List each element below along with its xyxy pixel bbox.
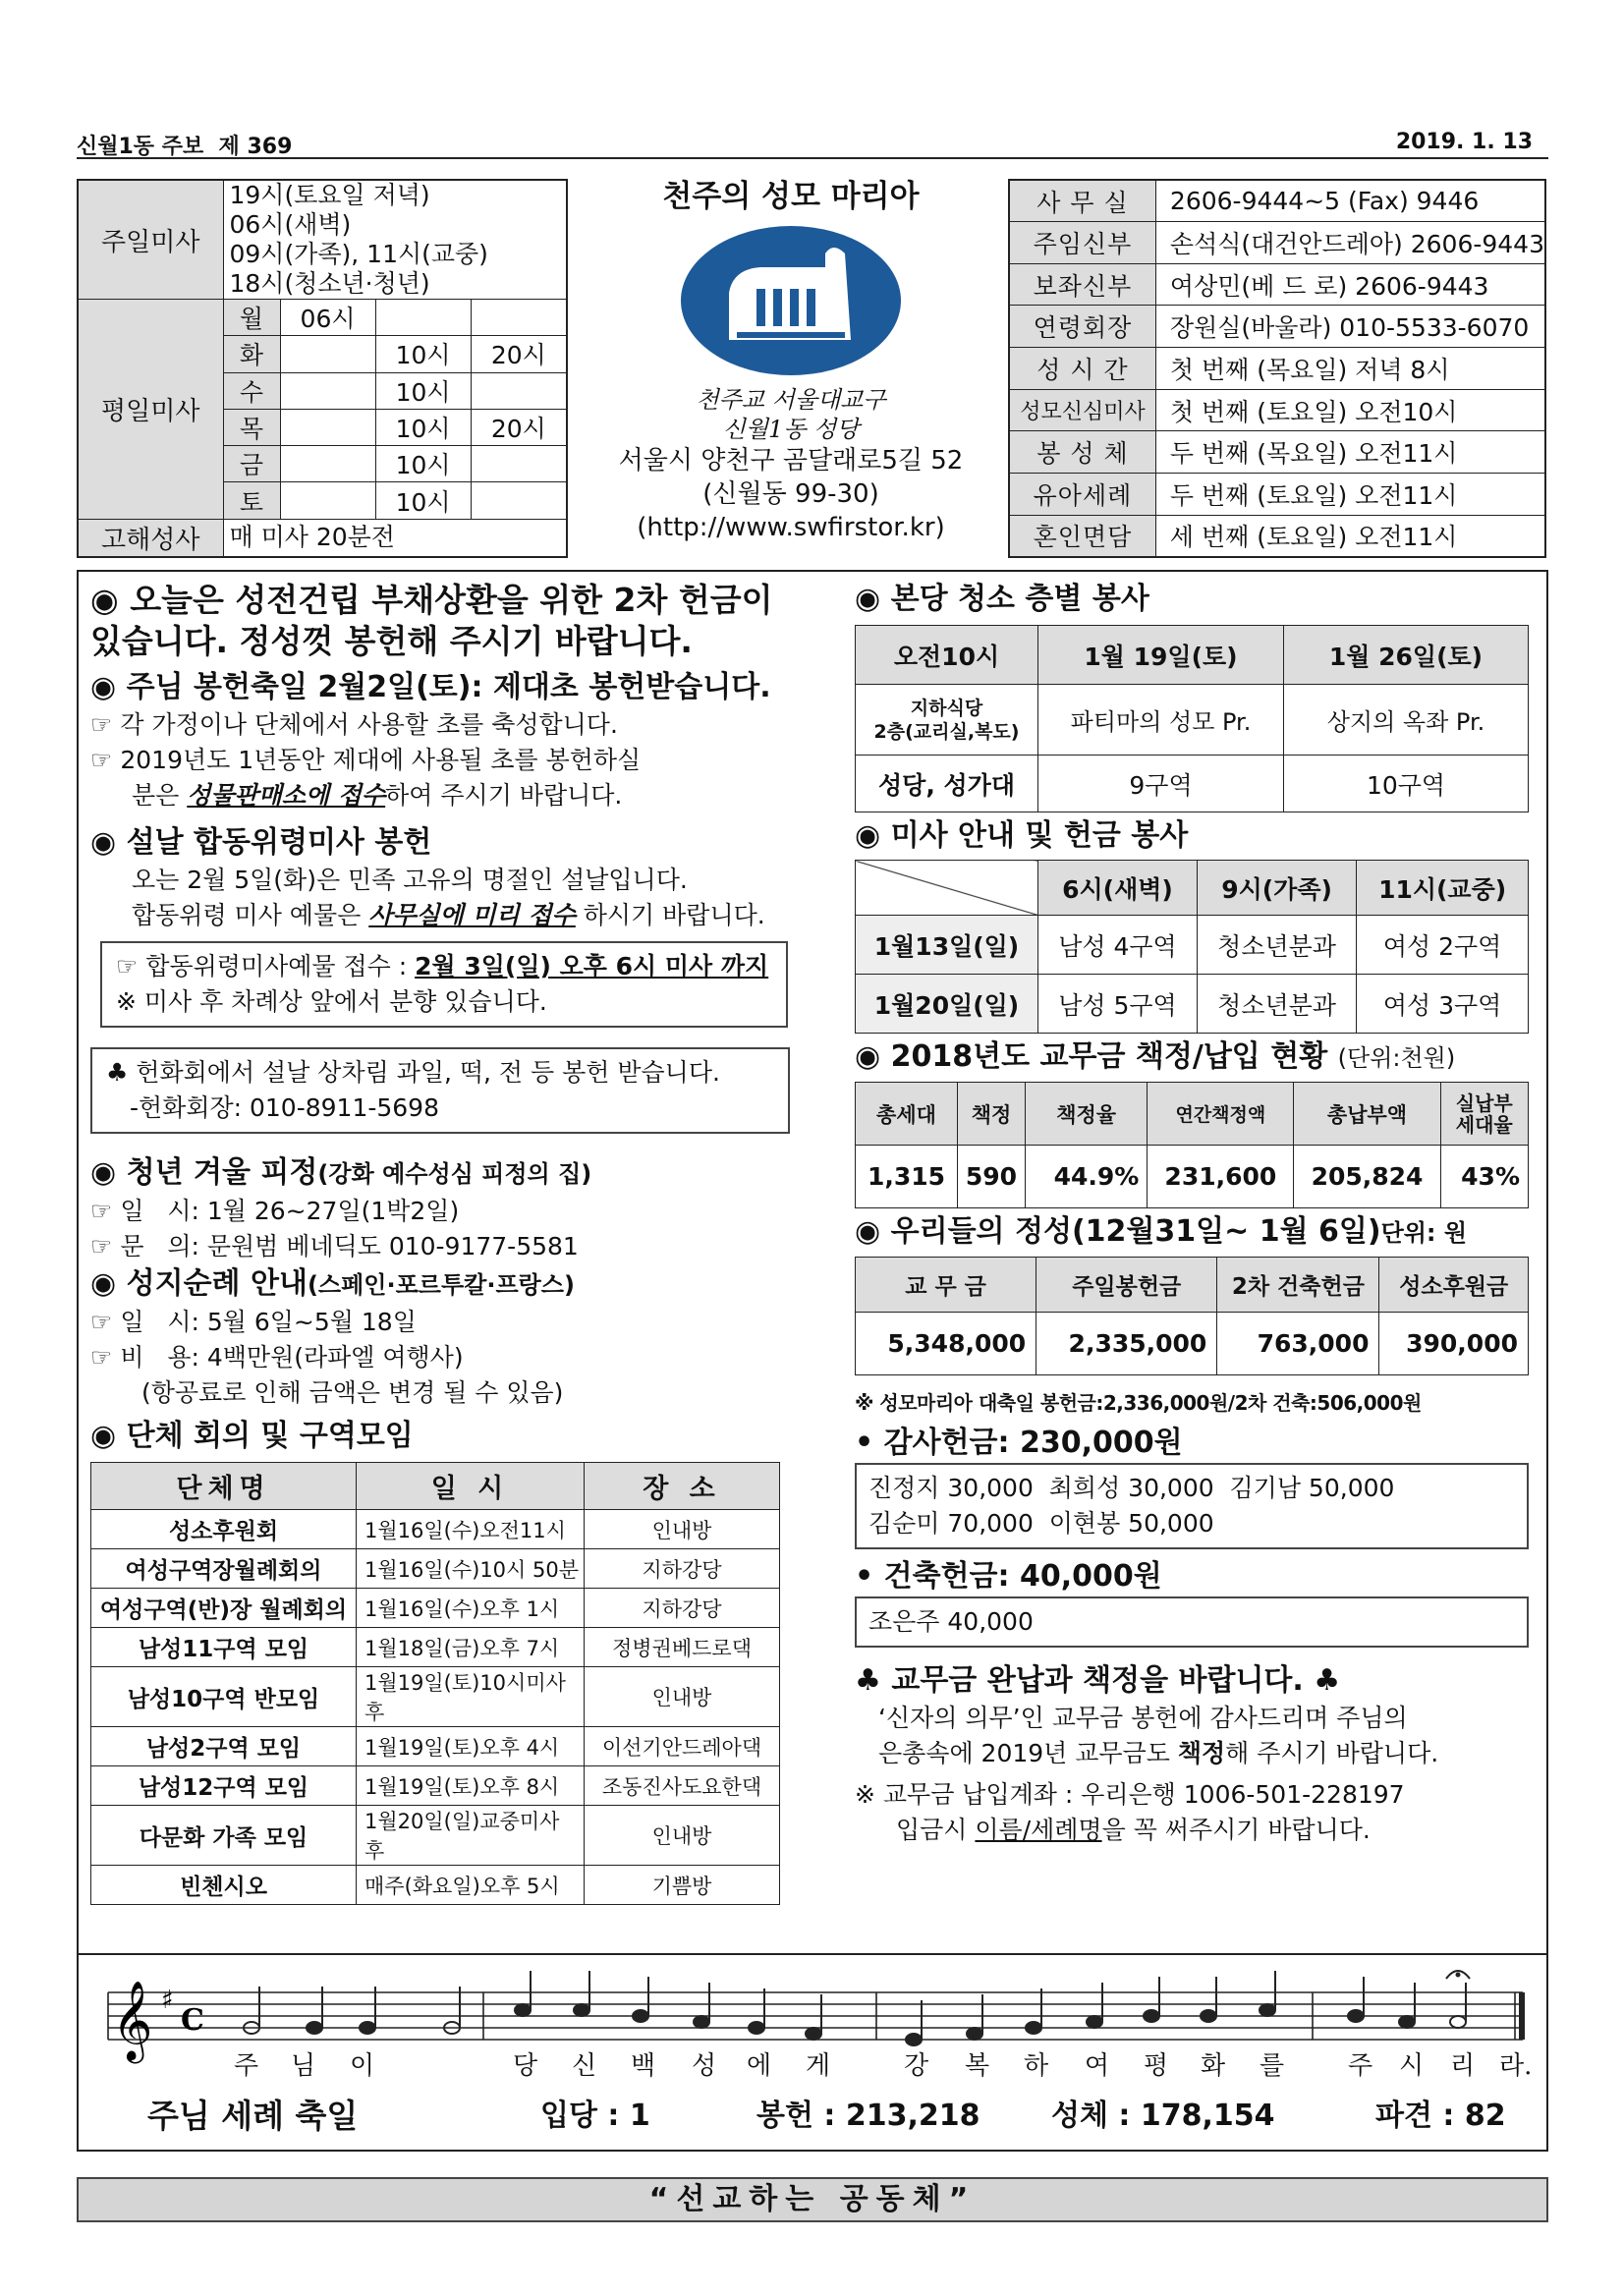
weekday: 화 bbox=[223, 336, 280, 372]
mass-time bbox=[280, 446, 375, 482]
lyric: 성 bbox=[692, 2051, 717, 2081]
lyric: 백 bbox=[631, 2051, 656, 2081]
thanks-offering-box bbox=[855, 1463, 1529, 1549]
text: 해 주시기 바랍니다. bbox=[1225, 1739, 1439, 1767]
offering-value: 5,348,000 bbox=[856, 1313, 1036, 1375]
group-place: 조동진사도요한댁 bbox=[585, 1766, 780, 1806]
office-value: 장원실(바울라) 010-5533-6070 bbox=[1155, 306, 1545, 348]
weekday: 목 bbox=[223, 409, 280, 445]
seollal-line: 오는 2월 5일(화)은 민족 고유의 명절인 설날입니다. bbox=[132, 866, 688, 894]
lyric: 님 bbox=[291, 2051, 316, 2081]
due-value: 205,824 bbox=[1294, 1146, 1440, 1208]
due-value: 43% bbox=[1440, 1146, 1528, 1208]
bulletin-date: 2019. 1. 13 bbox=[1395, 130, 1533, 154]
office-label: 사 무 실 bbox=[1009, 180, 1155, 222]
group-time: 1월19일(토)오후 8시 bbox=[357, 1766, 585, 1806]
office-value: 두 번째 (목요일) 오전11시 bbox=[1155, 431, 1545, 474]
cleaning-area bbox=[856, 685, 1038, 756]
table-row bbox=[91, 1866, 780, 1905]
mass-time bbox=[471, 446, 567, 482]
mass-group: 청소년분과 bbox=[1197, 975, 1356, 1034]
mass-head: 11시(교중) bbox=[1357, 861, 1529, 916]
lyric: 를 bbox=[1260, 2051, 1285, 2081]
parish-logo-icon bbox=[678, 224, 904, 377]
text: 실납부 bbox=[1455, 1091, 1513, 1115]
group-name: 여성구역(반)장 월례회의 bbox=[91, 1589, 357, 1628]
cleaning-group: 9구역 bbox=[1038, 756, 1284, 812]
mass-time bbox=[280, 336, 375, 372]
confession-time: 매 미사 20분전 bbox=[223, 519, 567, 557]
lyric: 신 bbox=[572, 2051, 597, 2081]
cleaning-group: 상지의 옥좌 Pr. bbox=[1284, 685, 1529, 756]
office-label: 혼인면담 bbox=[1009, 515, 1155, 557]
cleaning-group: 10구역 bbox=[1284, 756, 1529, 812]
group-place: 이선기안드레아댁 bbox=[585, 1727, 780, 1766]
svg-text:𝄞: 𝄞 bbox=[112, 1980, 153, 2060]
offering-value: 390,000 bbox=[1379, 1313, 1529, 1375]
mass-group: 남성 4구역 bbox=[1038, 916, 1198, 975]
group-name: 빈첸시오 bbox=[91, 1866, 357, 1905]
pilgrimage-line: ☞ 일 시: 5월 6일~5월 18일 bbox=[90, 1308, 417, 1336]
mass-time: 06시 bbox=[280, 300, 375, 336]
group-name: 남성10구역 반모임 bbox=[91, 1667, 357, 1727]
offering-head: 2차 건축헌금 bbox=[1217, 1258, 1379, 1313]
pilgrimage-line: (항공료로 인해 금액은 변경 될 수 있음) bbox=[141, 1378, 564, 1407]
groups-table bbox=[90, 1462, 780, 1905]
mass-time: 10시 bbox=[375, 409, 471, 445]
group-place: 기쁨방 bbox=[585, 1866, 780, 1905]
mass-time bbox=[471, 372, 567, 409]
office-label: 유아세례 bbox=[1009, 474, 1155, 516]
mass-time: 10시 bbox=[375, 372, 471, 409]
due-head: 책정 bbox=[957, 1083, 1025, 1146]
text: ◉ 우리들의 정성(12월31일~ 1월 6일) bbox=[855, 1214, 1381, 1249]
cleaning-head: 오전10시 bbox=[856, 626, 1038, 685]
mass-head: 6시(새벽) bbox=[1038, 861, 1198, 916]
text: 지하식당 bbox=[910, 697, 983, 719]
lyric: 에 bbox=[747, 2051, 772, 2081]
office-value: 여상민(베 드 로) 2606-9443 bbox=[1155, 263, 1545, 306]
office-label: 보좌신부 bbox=[1009, 263, 1155, 306]
tithe-appeal-title: ♣ 교무금 완납과 책정을 바랍니다. ♣ bbox=[855, 1663, 1341, 1698]
flower-club-box bbox=[90, 1047, 790, 1134]
tithe-appeal-line: ‘신자의 의무’인 교무금 봉헌에 감사드리며 주님의 bbox=[878, 1704, 1408, 1732]
mass-group: 남성 5구역 bbox=[1038, 975, 1198, 1034]
offering-head: 교 무 금 bbox=[856, 1258, 1036, 1313]
group-time: 1월16일(수)10시 50분 bbox=[357, 1549, 585, 1589]
due-value: 590 bbox=[957, 1146, 1025, 1208]
due-value: 44.9% bbox=[1026, 1146, 1148, 1208]
account-line bbox=[855, 1813, 1535, 1848]
lyric: 화 bbox=[1201, 2051, 1226, 2081]
parish-logo-block bbox=[589, 177, 992, 544]
mass-group: 여성 3구역 bbox=[1357, 975, 1529, 1034]
stat-communion: 성체 : 178,154 bbox=[1051, 2099, 1275, 2133]
group-time: 1월18일(금)오후 7시 bbox=[357, 1628, 585, 1667]
text: (스페인·포르투칼·프랑스) bbox=[307, 1271, 575, 1299]
groups-title: ◉ 단체 회의 및 구역모임 bbox=[90, 1419, 414, 1453]
tithe-status-title bbox=[855, 1037, 1535, 1078]
group-name: 남성11구역 모임 bbox=[91, 1628, 357, 1667]
hymn-block bbox=[77, 1955, 1548, 2152]
parish-patron-title: 천주의 성모 마리아 bbox=[662, 179, 920, 214]
group-name: 성소후원회 bbox=[91, 1510, 357, 1549]
feast-line bbox=[79, 2091, 1546, 2146]
weekday: 토 bbox=[223, 482, 280, 519]
seal-line2: 신월1동 성당 bbox=[722, 416, 860, 443]
office-contact-table bbox=[1008, 179, 1546, 558]
table-row bbox=[91, 1667, 780, 1727]
notice-second-collection: ◉ 오늘은 성전건립 부채상환을 위한 2차 헌금이 bbox=[90, 581, 773, 619]
due-head: 책정율 bbox=[1026, 1083, 1148, 1146]
pilgrimage-line: ☞ 비 용: 4백만원(라파엘 여행사) bbox=[90, 1343, 464, 1372]
thanks-line: 진정지 30,000 최희성 30,000 김기남 50,000 bbox=[868, 1474, 1395, 1502]
bulletin-header bbox=[77, 130, 1548, 159]
mass-time: 20시 bbox=[471, 409, 567, 445]
lyric: 여 bbox=[1085, 2051, 1110, 2081]
candle-title: ◉ 주님 봉헌축일 2월2일(토): 제대초 봉헌받습니다. bbox=[90, 670, 771, 704]
table-row bbox=[91, 1727, 780, 1766]
weekday: 수 bbox=[223, 372, 280, 409]
seollal-note-line bbox=[116, 949, 772, 984]
table-row bbox=[91, 1589, 780, 1628]
group-time: 1월19일(토)오후 4시 bbox=[357, 1727, 585, 1766]
mass-time bbox=[471, 482, 567, 519]
table-row bbox=[91, 1766, 780, 1806]
group-time: 1월16일(수)오전11시 bbox=[357, 1510, 585, 1549]
groups-head: 단체명 bbox=[91, 1463, 357, 1510]
parish-address: 서울시 양천구 곰달래로5길 52 bbox=[618, 446, 964, 476]
text: ◉ 청년 겨울 피정 bbox=[90, 1155, 318, 1190]
text-emphasis: 2월 3일(일) 오후 6시 미사 까지 bbox=[415, 952, 769, 980]
lyric: 주 bbox=[234, 2051, 259, 2081]
offering-head: 주일봉헌금 bbox=[1036, 1258, 1217, 1313]
table-row bbox=[91, 1806, 780, 1866]
building-offering-title: • 건축헌금: 40,000원 bbox=[855, 1559, 1162, 1594]
feast-title: 주님 세례 축일 bbox=[147, 2097, 359, 2135]
lyric: 강 bbox=[904, 2051, 929, 2081]
text: ☞ 합동위령미사예물 접수 : bbox=[116, 952, 416, 980]
lyric: 라. bbox=[1499, 2051, 1533, 2081]
mass-time bbox=[280, 372, 375, 409]
table-row bbox=[91, 1628, 780, 1667]
text: ◉ 2018년도 교무금 책정/납입 현황 bbox=[855, 1039, 1328, 1074]
mass-time: 10시 bbox=[375, 482, 471, 519]
group-place: 인내방 bbox=[585, 1806, 780, 1866]
cleaning-group: 파티마의 성모 Pr. bbox=[1038, 685, 1284, 756]
stat-entrance: 입당 : 1 bbox=[540, 2099, 650, 2133]
sunday-line: 18시(청소년·청년) bbox=[229, 269, 430, 298]
offering-title bbox=[855, 1212, 1535, 1253]
office-value: 첫 번째 (토요일) 오전10시 bbox=[1155, 389, 1545, 431]
candle-line: ☞ 2019년도 1년동안 제대에 사용될 초를 봉헌하실 bbox=[90, 746, 642, 774]
text-emphasis: 성물판매소에 접수 bbox=[187, 781, 386, 810]
feast-offering-note: ※ 성모마리아 대축일 봉헌금:2,336,000원/2차 건축:506,000원 bbox=[855, 1391, 1422, 1415]
group-name: 여성구역장월례회의 bbox=[91, 1549, 357, 1589]
groups-head: 일 시 bbox=[357, 1463, 585, 1510]
lyric: 하 bbox=[1024, 2051, 1049, 2081]
due-value: 1,315 bbox=[856, 1146, 958, 1208]
cleaning-head: 1월 26일(토) bbox=[1284, 626, 1529, 685]
due-head: 연간책정액 bbox=[1148, 1083, 1294, 1146]
due-head: 총납부액 bbox=[1294, 1083, 1440, 1146]
sunday-mass-times bbox=[223, 180, 567, 300]
office-value: 세 번째 (토요일) 오전11시 bbox=[1155, 515, 1545, 557]
seollal-note-box bbox=[100, 941, 788, 1028]
unit: 단위: 원 bbox=[1380, 1219, 1468, 1247]
group-name: 다문화 가족 모임 bbox=[91, 1806, 357, 1866]
offering-value: 763,000 bbox=[1217, 1313, 1379, 1375]
seal-line1: 천주교 서울대교구 bbox=[696, 386, 886, 414]
office-label: 성 시 간 bbox=[1009, 348, 1155, 390]
diagonal-cell bbox=[856, 861, 1038, 916]
weekday: 금 bbox=[223, 446, 280, 482]
parish-address-old: (신월동 99-30) bbox=[702, 479, 879, 509]
text: ◉ 성지순례 안내 bbox=[90, 1266, 308, 1301]
mass-offering-table bbox=[855, 860, 1529, 1034]
weekday: 월 bbox=[223, 300, 280, 336]
mass-time bbox=[375, 300, 471, 336]
due-head: 총세대 bbox=[856, 1083, 958, 1146]
office-label: 연령회장 bbox=[1009, 306, 1155, 348]
due-head bbox=[1440, 1083, 1528, 1146]
unit: (단위:천원) bbox=[1337, 1044, 1456, 1072]
lyric: 이 bbox=[350, 2051, 375, 2081]
group-place: 지하강당 bbox=[585, 1589, 780, 1628]
building-line: 조은주 40,000 bbox=[868, 1607, 1034, 1636]
cleaning-table bbox=[855, 625, 1529, 812]
office-value: 손석식(대건안드레아) 2606-9443 bbox=[1155, 222, 1545, 264]
youth-line: ☞ 문 의: 문원범 베네딕도 010-9177-5581 bbox=[90, 1232, 579, 1260]
table-row bbox=[91, 1510, 780, 1549]
text-emphasis: 사무실에 미리 접수 bbox=[368, 901, 576, 929]
seollal-line bbox=[90, 898, 798, 933]
mass-time: 10시 bbox=[375, 336, 471, 372]
lyric: 복 bbox=[965, 2051, 990, 2081]
group-place: 정병권베드로댁 bbox=[585, 1628, 780, 1667]
group-place: 지하강당 bbox=[585, 1549, 780, 1589]
weekday-mass-label: 평일미사 bbox=[78, 300, 223, 520]
table-row bbox=[91, 1549, 780, 1589]
mass-time bbox=[280, 409, 375, 445]
group-name: 남성2구역 모임 bbox=[91, 1727, 357, 1766]
account-line: ※ 교무금 납입계좌 : 우리은행 1006-501-228197 bbox=[855, 1780, 1405, 1809]
group-time: 1월16일(수)오후 1시 bbox=[357, 1589, 585, 1628]
stat-offering: 봉헌 : 213,218 bbox=[756, 2099, 980, 2133]
group-name: 남성12구역 모임 bbox=[91, 1766, 357, 1806]
text-emphasis: 이름/세례명 bbox=[975, 1816, 1102, 1844]
lyric: 평 bbox=[1144, 2051, 1169, 2081]
cleaning-title: ◉ 본당 청소 층별 봉사 bbox=[855, 582, 1149, 616]
mass-offering-title: ◉ 미사 안내 및 헌금 봉사 bbox=[855, 818, 1189, 853]
sunday-line: 06시(새벽) bbox=[229, 210, 352, 239]
text: 입금시 bbox=[896, 1816, 976, 1844]
office-label: 주임신부 bbox=[1009, 222, 1155, 264]
cleaning-head: 1월 19일(토) bbox=[1038, 626, 1284, 685]
group-time: 1월20일(일)교중미사 후 bbox=[357, 1806, 585, 1866]
thanks-line: 김순미 70,000 이현봉 50,000 bbox=[868, 1509, 1214, 1538]
confession-label: 고해성사 bbox=[78, 519, 223, 557]
office-value: 첫 번째 (목요일) 저녁 8시 bbox=[1155, 348, 1545, 390]
text: 합동위령 미사 예물은 bbox=[132, 901, 369, 929]
due-value: 231,600 bbox=[1148, 1146, 1294, 1208]
mass-head: 9시(가족) bbox=[1197, 861, 1356, 916]
parish-url: (http://www.swfirstor.kr) bbox=[637, 513, 945, 542]
tithe-appeal-line bbox=[855, 1736, 1535, 1771]
lyric: 주 bbox=[1348, 2051, 1373, 2081]
text: (강화 예수성심 피정의 집) bbox=[317, 1160, 592, 1188]
lyric: 당 bbox=[513, 2051, 538, 2081]
offering-table bbox=[855, 1257, 1529, 1375]
group-place: 인내방 bbox=[585, 1510, 780, 1549]
group-place: 인내방 bbox=[585, 1667, 780, 1727]
candle-line: ☞ 각 가정이나 단체에서 사용할 초를 축성합니다. bbox=[90, 710, 618, 739]
flower-club-phone: -헌화회장: 010-8911-5698 bbox=[130, 1093, 439, 1122]
hymn-lyrics bbox=[226, 2045, 1533, 2085]
right-column bbox=[855, 580, 1535, 1848]
lyric: 리 bbox=[1450, 2051, 1476, 2081]
office-label: 성모신심미사 bbox=[1009, 389, 1155, 431]
seollal-title: ◉ 설날 합동위령미사 봉헌 bbox=[90, 825, 432, 860]
office-value: 두 번째 (토요일) 오전11시 bbox=[1155, 474, 1545, 516]
pilgrimage-title bbox=[90, 1264, 798, 1305]
cleaning-area: 성당, 성가대 bbox=[856, 756, 1038, 812]
text: 은총속에 2019년 교무금도 bbox=[878, 1739, 1178, 1767]
mass-time bbox=[471, 300, 567, 336]
mass-time bbox=[280, 482, 375, 519]
sunday-mass-label: 주일미사 bbox=[78, 180, 223, 300]
group-time: 매주(화요일)오후 5시 bbox=[357, 1866, 585, 1905]
office-value: 2606-9444~5 (Fax) 9446 bbox=[1155, 180, 1545, 222]
groups-head: 장 소 bbox=[585, 1463, 780, 1510]
svg-text:♯: ♯ bbox=[161, 1986, 174, 2015]
text: 세대율 bbox=[1455, 1112, 1513, 1137]
mass-time: 20시 bbox=[471, 336, 567, 372]
group-time: 1월19일(토)10시미사 후 bbox=[357, 1667, 585, 1727]
mass-group: 청소년분과 bbox=[1197, 916, 1356, 975]
mass-group: 여성 2구역 bbox=[1357, 916, 1529, 975]
text: 을 꼭 써주시기 바랍니다. bbox=[1101, 1816, 1371, 1844]
flower-club-line: ♣ 헌화회에서 설날 상차림 과일, 떡, 전 등 봉헌 받습니다. bbox=[106, 1058, 720, 1087]
mass-date: 1월20일(일) bbox=[856, 975, 1038, 1034]
mass-time: 10시 bbox=[375, 446, 471, 482]
candle-line bbox=[90, 778, 798, 813]
tithe-status-table bbox=[855, 1082, 1529, 1208]
notice-second-collection-2: 있습니다. 정성껏 봉헌해 주시기 바랍니다. bbox=[90, 622, 693, 660]
offering-value: 2,335,000 bbox=[1036, 1313, 1217, 1375]
svg-text:C: C bbox=[181, 2003, 204, 2038]
thanks-offering-title: • 감사헌금: 230,000원 bbox=[855, 1426, 1183, 1460]
sunday-line: 19시(토요일 저녁) bbox=[229, 181, 430, 209]
bulletin-issue: 신월1동 주보 제 369 bbox=[77, 135, 293, 159]
text: 하여 주시기 바랍니다. bbox=[385, 781, 623, 810]
office-label: 봉 성 체 bbox=[1009, 431, 1155, 474]
stat-dismissal: 파견 : 82 bbox=[1375, 2099, 1506, 2133]
sunday-line: 09시(가족), 11시(교중) bbox=[229, 240, 488, 268]
footer-motto: “선교하는 공동체” bbox=[77, 2177, 1548, 2222]
text: 하시기 바랍니다. bbox=[575, 901, 765, 929]
mass-date: 1월13일(일) bbox=[856, 916, 1038, 975]
left-column bbox=[90, 580, 798, 1905]
lyric: 게 bbox=[806, 2051, 831, 2081]
seollal-note-line: ※ 미사 후 차례상 앞에서 분향 있습니다. bbox=[116, 987, 547, 1016]
text: 2층(교리실,복도) bbox=[873, 720, 1020, 743]
text-emphasis: 책정 bbox=[1177, 1739, 1226, 1767]
mass-schedule-table bbox=[77, 179, 568, 558]
offering-head: 성소후원금 bbox=[1379, 1258, 1529, 1313]
youth-retreat-title bbox=[90, 1153, 798, 1194]
text: 분은 bbox=[132, 781, 188, 810]
youth-line: ☞ 일 시: 1월 26~27일(1박2일) bbox=[90, 1197, 460, 1225]
lyric: 시 bbox=[1399, 2051, 1425, 2081]
building-offering-box bbox=[855, 1596, 1529, 1648]
